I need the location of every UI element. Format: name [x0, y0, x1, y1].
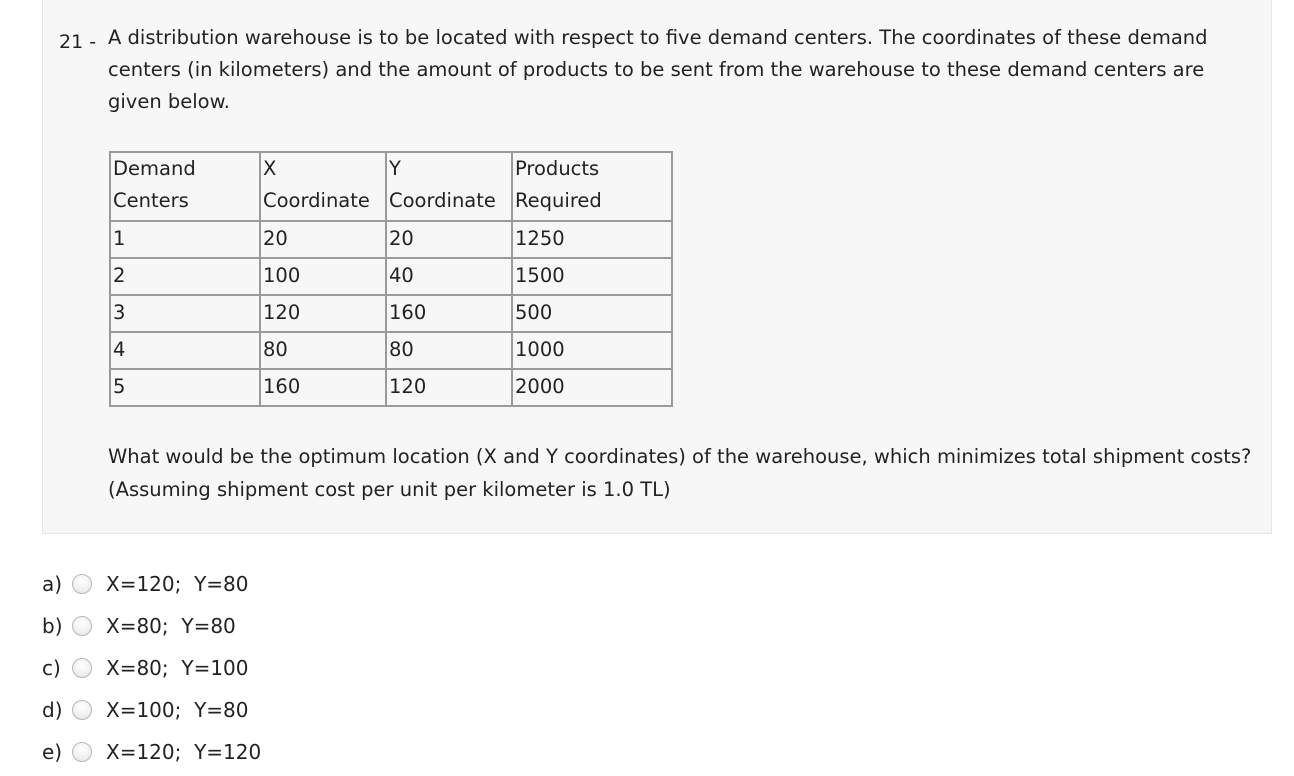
- option-label[interactable]: X=80; Y=100: [106, 656, 249, 680]
- table-header-cell: X Coordinate: [260, 152, 386, 221]
- table-header-cell: Products Required: [512, 152, 672, 221]
- table-row: [110, 295, 672, 332]
- radio-button[interactable]: [72, 658, 92, 678]
- radio-button[interactable]: [72, 616, 92, 636]
- radio-button[interactable]: [72, 742, 92, 762]
- table-cell: 5: [110, 369, 260, 406]
- option-letter: e): [42, 740, 63, 764]
- table-cell: 160: [386, 295, 512, 332]
- table-cell: 1: [110, 221, 260, 258]
- table-cell: 120: [260, 295, 386, 332]
- table-cell: 1500: [512, 258, 672, 295]
- table-cell: 2000: [512, 369, 672, 406]
- followup-line: (Assuming shipment cost per unit per kilometer is 1.0 TL): [108, 478, 671, 501]
- option-letter: d): [42, 698, 63, 722]
- option-e[interactable]: [40, 732, 440, 774]
- table-row: [110, 258, 672, 295]
- demand-centers-table: [109, 151, 673, 407]
- option-d[interactable]: [40, 690, 440, 732]
- option-label[interactable]: X=100; Y=80: [106, 698, 249, 722]
- radio-button[interactable]: [72, 700, 92, 720]
- answer-options: [40, 564, 440, 774]
- option-c[interactable]: [40, 648, 440, 690]
- table-cell: 40: [386, 258, 512, 295]
- table-row: [110, 369, 672, 406]
- question-container: [42, 0, 1272, 534]
- table-cell: 2: [110, 258, 260, 295]
- table-cell: 20: [386, 221, 512, 258]
- question-text: A distribution warehouse is to be located with respect to five demand centers. The coordinates of these demand centers (in kilometers) and the amount of products to be sent from the warehouse to these demand centers are given below.: [108, 26, 1208, 113]
- option-letter: b): [42, 614, 63, 638]
- table-cell: 100: [260, 258, 386, 295]
- option-b[interactable]: [40, 606, 440, 648]
- table-cell: 160: [260, 369, 386, 406]
- table-row: [110, 332, 672, 369]
- table-cell: 80: [386, 332, 512, 369]
- option-label[interactable]: X=120; Y=120: [106, 740, 262, 764]
- option-label[interactable]: X=120; Y=80: [106, 572, 249, 596]
- table-header-row: [110, 152, 672, 221]
- table-cell: 500: [512, 295, 672, 332]
- option-letter: c): [42, 656, 61, 680]
- table-header-cell: Y Coordinate: [386, 152, 512, 221]
- table-header-cell: Demand Centers: [110, 152, 260, 221]
- table-cell: 4: [110, 332, 260, 369]
- option-label[interactable]: X=80; Y=80: [106, 614, 236, 638]
- table-row: [110, 221, 672, 258]
- option-letter: a): [42, 572, 63, 596]
- table-cell: 20: [260, 221, 386, 258]
- table-cell: 80: [260, 332, 386, 369]
- table-cell: 1250: [512, 221, 672, 258]
- table-cell: 1000: [512, 332, 672, 369]
- question-followup: [108, 440, 1258, 506]
- table-cell: 120: [386, 369, 512, 406]
- table-cell: 3: [110, 295, 260, 332]
- radio-button[interactable]: [72, 574, 92, 594]
- followup-line: What would be the optimum location (X and Y coordinates) of the warehouse, which minimizes total shipment costs?: [108, 445, 1252, 468]
- option-a[interactable]: [40, 564, 440, 606]
- question-number: 21 -: [59, 31, 97, 53]
